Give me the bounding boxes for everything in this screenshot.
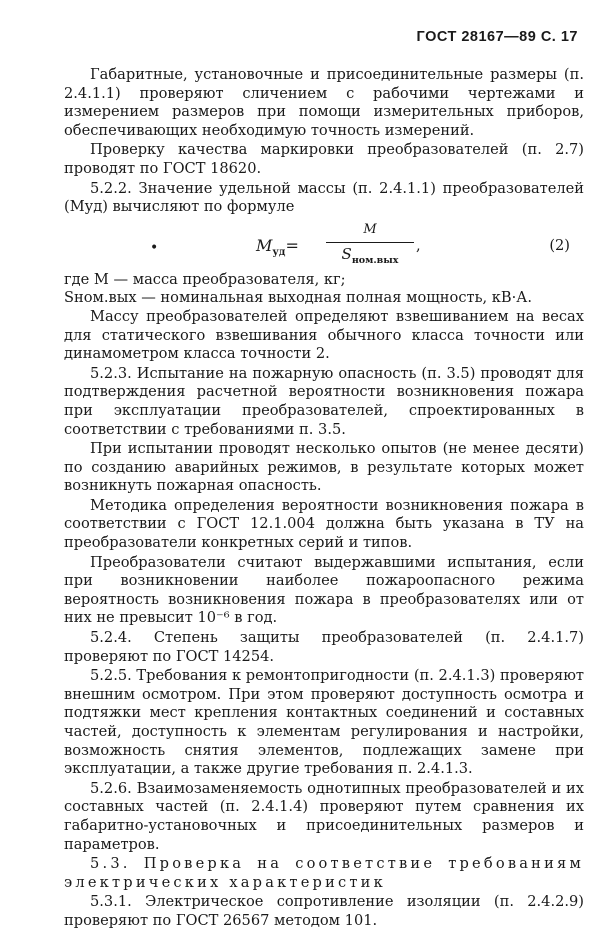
paragraph-5-3-1: 5.3.1. Электрическое сопротивление изоляции (п. 2.4.2.9) проверяют по ГОСТ 26567 методом 101. (64, 893, 584, 929)
paragraph-5-2-4: 5.2.4. Степень защиты преобразователей (п. 2.4.1.7) проверяют по ГОСТ 14254. (64, 629, 584, 665)
paragraph-marking: Проверку качества маркировки преобразователей (п. 2.7) проводят по ГОСТ 18620. (64, 141, 584, 177)
paragraph-methodology: Методика определения вероятности возникновения пожара в соответствии с ГОСТ 12.1.004 должна быть указана в ТУ на преобразователи конкретных серий и типов. (64, 496, 584, 552)
page-body (64, 66, 584, 931)
definition-power: Sном.вых — номинальная выходная полная мощность, кВ·А. (64, 289, 532, 307)
paragraph-5-2-2: 5.2.2. Значение удельной массы (п. 2.4.1.1) преобразователей (Mуд) вычисляют по формуле (64, 179, 584, 216)
formula-specific-mass: • $M_{уд}=$ M $S_{ном.вых}$ , (2) (64, 221, 584, 269)
formula-denominator: $S_{ном.вых}$ (341, 245, 399, 267)
formula-lhs: $M_{уд}=$ (256, 235, 299, 258)
page-header: ГОСТ 28167—89 С. 17 (416, 29, 578, 45)
section-heading-5-3: 5.3. Проверка на соответствие требованиям электрических характеристик (64, 855, 584, 891)
definition-mass: где M — масса преобразователя, кг; (64, 270, 346, 288)
paragraph-5-2-5: 5.2.5. Требования к ремонтопригодности (п. 2.4.1.3) проверяют внешним осмотром. При этом проверяют доступность осмотра и подтяжки мест крепления контактных соединений и составных частей, доступность к элементам регулирования и настройки, возможность снятия элементов, подлежащих замене при эксплуатации, а также другие требования п. 2.4.1.3. (64, 667, 584, 778)
paragraph-dimensions: Габаритные, установочные и присоединительные размеры (п. 2.4.1.1) проверяют сличением с рабочими чертежами и измерением размеров при помощи измерительных приборов, обеспечивающих необходимую точность измерений. (64, 66, 584, 139)
paragraph-5-2-3: 5.2.3. Испытание на пожарную опасность (п. 3.5) проводят для подтверждения расчетной вероятности возникновения пожара при эксплуатации преобразователей, спроектированных в соответствии с требованиями п. 3.5. (64, 364, 584, 438)
paragraph-weighing: Массу преобразователей определяют взвешиванием на весах для статического взвешивания обычного класса точности или динамометром класса точности 2. (64, 307, 584, 363)
formula-numerator: M (363, 221, 377, 237)
formula-fraction (326, 221, 414, 271)
paragraph-passed: Преобразователи считают выдержавшими испытания, если при возникновении наиболее пожароопасного режима вероятность возникновения пожара в преобразователях или от них не превысит 10⁻⁶ в год. (64, 553, 584, 627)
formula-number: (2) (549, 236, 570, 254)
paragraph-experiments: При испытании проводят несколько опытов (не менее десяти) по созданию аварийных режимов, в результате которых может возникнуть пожарная опасность. (64, 440, 584, 495)
fraction-bar (326, 242, 414, 243)
paragraph-5-2-6: 5.2.6. Взаимозаменяемость однотипных преобразователей и их составных частей (п. 2.4.1.4) проверяют путем сравнения их габаритно-установочных и присоединительных размеров и параметров. (64, 779, 584, 853)
